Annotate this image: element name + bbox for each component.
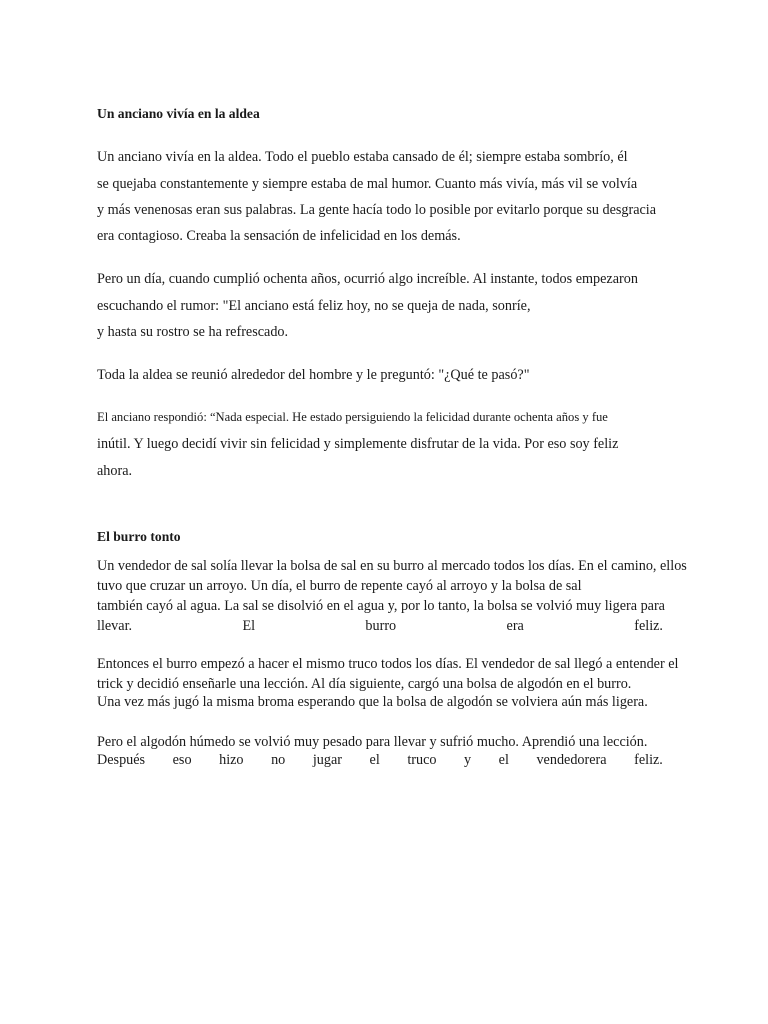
word: Después xyxy=(97,752,146,768)
word: El xyxy=(242,618,256,634)
story1-p1-line1: Un anciano vivía en la aldea. Todo el pueblo estaba cansado de él; siempre estaba sombrío, él xyxy=(97,149,628,165)
story1-p4-line2: inútil. Y luego decidí vivir sin felicidad y simplemente disfrutar de la vida. Por eso soy feliz xyxy=(97,436,619,452)
story1-p1-line2: se quejaba constantemente y siempre estaba de mal humor. Cuanto más vivía, más vil se volvía xyxy=(97,176,638,192)
word: no xyxy=(271,752,286,768)
story2-p1-line2: tuvo que cruzar un arroyo. Un día, el burro de repente cayó al arroyo y la bolsa de sal xyxy=(97,578,582,594)
word: hizo xyxy=(219,752,244,768)
word: llevar. xyxy=(97,618,133,634)
story2-p2-line1: Entonces el burro empezó a hacer el mismo truco todos los días. El vendedor de sal llegó a entender el xyxy=(97,656,679,672)
word: feliz. xyxy=(634,618,663,634)
story1-p1-line3: y más venenosas eran sus palabras. La gente hacía todo lo posible por evitarlo porque su desgracia xyxy=(97,202,657,218)
word: y xyxy=(464,752,472,768)
story1-title: Un anciano vivía en la aldea xyxy=(97,106,260,121)
story2-title: El burro tonto xyxy=(97,529,181,544)
word: feliz. xyxy=(634,752,663,768)
story2-p2-line2: trick y decidió enseñarle una lección. Al día siguiente, cargó una bolsa de algodón en el burro. xyxy=(97,676,632,692)
story2-p1-line4 xyxy=(97,619,663,633)
word: eso xyxy=(172,752,192,768)
story1-p4-line1: El anciano respondió: “Nada especial. He estado persiguiendo la felicidad durante ochenta años y fue xyxy=(97,410,608,424)
story2-p1-line1: Un vendedor de sal solía llevar la bolsa de sal en su burro al mercado todos los días. En el camino, ellos xyxy=(97,558,687,574)
story1-p2-line1: Pero un día, cuando cumplió ochenta años, ocurrió algo increíble. Al instante, todos empezaron xyxy=(97,271,638,287)
story1-p4-line3: ahora. xyxy=(97,463,133,479)
word: el xyxy=(369,752,380,768)
word: el xyxy=(498,752,509,768)
word: era xyxy=(506,618,524,634)
story2-p3-line2 xyxy=(97,753,663,767)
word: jugar xyxy=(312,752,342,768)
story2-p1-line3: también cayó al agua. La sal se disolvió en el agua y, por lo tanto, la bolsa se volvió muy ligera para xyxy=(97,598,665,614)
story2-p2-line3: Una vez más jugó la misma broma esperando que la bolsa de algodón se volviera aún más ligera. xyxy=(97,694,648,710)
story1-p2-line3: y hasta su rostro se ha refrescado. xyxy=(97,324,289,340)
story2-p3-line1: Pero el algodón húmedo se volvió muy pesado para llevar y sufrió mucho. Aprendió una lección. xyxy=(97,734,648,750)
story1-p1-line4: era contagioso. Creaba la sensación de infelicidad en los demás. xyxy=(97,228,461,244)
word: vendedorera xyxy=(536,752,607,768)
story1-p2-line2: escuchando el rumor: "El anciano está feliz hoy, no se queja de nada, sonríe, xyxy=(97,298,531,314)
story1-p3: Toda la aldea se reunió alrededor del hombre y le preguntó: "¿Qué te pasó?" xyxy=(97,367,530,383)
word: burro xyxy=(365,618,397,634)
word: truco xyxy=(407,752,437,768)
